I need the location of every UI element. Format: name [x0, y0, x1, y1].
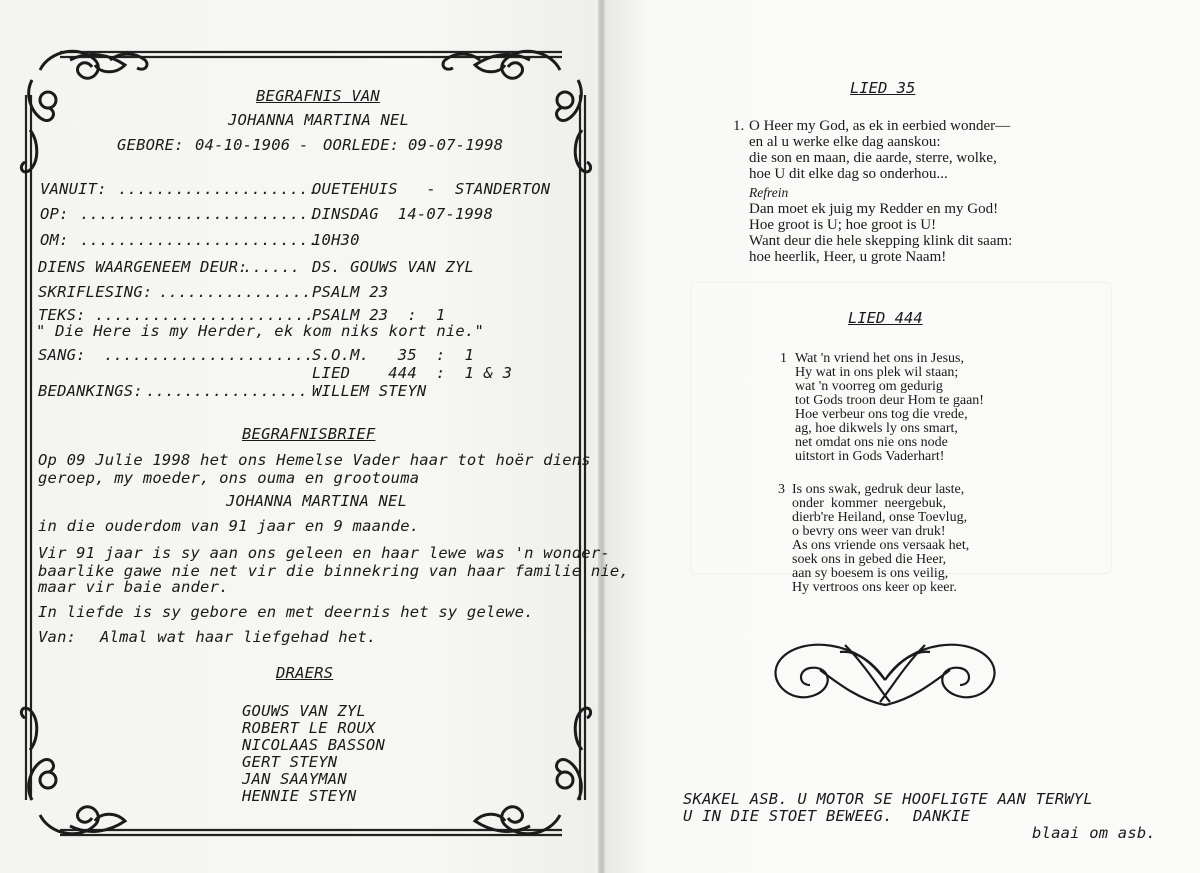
born-label: GEBORE: [117, 136, 184, 154]
detail-label: SANG: [38, 346, 86, 364]
verse-number: 1. [733, 118, 745, 134]
verse-number: 1 [780, 351, 787, 366]
hymn-line: O Heer my God, as ek in eerbied wonder— [749, 118, 1011, 134]
van-text: Almal wat haar liefgehad het. [100, 628, 377, 646]
hymn-line: As ons vriende ons versaak het, [792, 538, 970, 553]
died-date: 09-07-1998 [408, 136, 504, 154]
turn-over-text: blaai om asb. [1032, 824, 1156, 842]
hymn-line: Is ons swak, gedruk deur laste, [792, 482, 965, 497]
detail-label: BEDANKINGS: [38, 382, 143, 400]
detail-value: LIED 444 : 1 & 3 [312, 364, 513, 382]
letter-line: geroep, my moeder, ons ouma en grootouma [38, 469, 420, 487]
hymn-line: tot Gods troon deur Hom te gaan! [795, 393, 984, 408]
headlights-notice-line-2: U IN DIE STOET BEWEEG. [683, 807, 893, 825]
hymn-line: ag, hoe dikwels ly ons smart, [795, 421, 958, 436]
refrain-line: Hoe groot is U; hoe groot is U! [749, 217, 937, 233]
detail-dots: ....................... [95, 306, 315, 324]
letter-name: JOHANNA MARTINA NEL [226, 492, 408, 510]
pallbearer-name: JAN SAAYMAN [242, 770, 347, 788]
hymn-line: uitstort in Gods Vaderhart! [795, 449, 945, 464]
detail-value: DS. GOUWS VAN ZYL [312, 258, 475, 276]
died-label: OORLEDE: [323, 136, 400, 154]
detail-dots: ..................... [118, 180, 319, 198]
detail-value: S.O.M. 35 : 1 [312, 346, 475, 364]
detail-value: PSALM 23 [312, 283, 389, 301]
pallbearer-name: HENNIE STEYN [242, 787, 357, 805]
detail-label: OM: [40, 231, 69, 249]
pallbearer-name: ROBERT LE ROUX [242, 719, 376, 737]
funeral-title: BEGRAFNIS VAN [256, 87, 380, 105]
hymn-line: hoe U dit elke dag so onderhou... [749, 166, 948, 182]
pallbearers-heading: DRAERS [276, 664, 334, 682]
corner-ornament-bottom-right [475, 708, 591, 834]
born-date: 04-10-1906 [195, 136, 291, 154]
refrain-line: Want deur die hele skepping klink dit saam: [749, 233, 1013, 249]
letter-line: In liefde is sy gebore en met deernis het sy gelewe. [38, 603, 534, 621]
detail-dots: ................ [159, 283, 312, 301]
detail-label: TEKS: [38, 306, 86, 324]
detail-dots: ...... [243, 258, 301, 276]
detail-value: 10H30 [312, 231, 360, 249]
deceased-name: JOHANNA MARTINA NEL [228, 111, 410, 129]
pallbearer-name: NICOLAAS BASSON [242, 736, 385, 754]
hymn-line: net omdat ons nie ons node [795, 435, 948, 450]
detail-label: DIENS WAARGENEEM DEUR: [38, 258, 248, 276]
hymn-line: Hy vertroos ons keer op keer. [792, 580, 957, 595]
detail-dots: ......................... [80, 231, 319, 249]
detail-dots: ...................... [104, 346, 314, 364]
letter-line: maar vir baie ander. [38, 578, 229, 596]
scripture-quote: " Die Here is my Herder, ek kom niks kort nie." [36, 322, 484, 340]
refrain-line: hoe heerlik, Heer, u grote Naam! [749, 249, 947, 265]
detail-label: VANUIT: [40, 180, 107, 198]
hymn-line: Hy wat in ons plek wil staan; [795, 365, 959, 380]
hymn-line: die son en maan, die aarde, sterre, wolke, [749, 150, 997, 166]
detail-label: SKRIFLESING: [38, 283, 153, 301]
headlights-notice-line-1: SKAKEL ASB. U MOTOR SE HOOFLIGTE AAN TERWYL [683, 790, 1093, 808]
corner-ornament-bottom-left [21, 708, 125, 834]
pallbearer-name: GOUWS VAN ZYL [242, 702, 366, 720]
detail-label: OP: [40, 205, 69, 223]
hymn-line: Wat 'n vriend het ons in Jesus, [795, 351, 964, 366]
van-label: Van: [38, 628, 77, 646]
hymn-line: onder kommer neergebuk, [792, 496, 947, 511]
detail-value: OUETEHUIS - STANDERTON [312, 180, 551, 198]
hymn-line: o bevry ons weer van druk! [792, 524, 946, 539]
hymn-line: dierb're Heiland, onse Toevlug, [792, 510, 968, 525]
detail-value: PSALM 23 : 1 [312, 306, 446, 324]
letter-heading: BEGRAFNISBRIEF [242, 425, 376, 443]
letter-line: in die ouderdom van 91 jaar en 9 maande. [38, 517, 420, 535]
verse-number: 3 [778, 482, 785, 497]
thanks-text: DANKIE [913, 807, 971, 825]
pallbearer-name: GERT STEYN [242, 753, 338, 771]
hymn-35-heading: LIED 35 [850, 79, 916, 97]
hymn-line: wat 'n voorreg om gedurig [795, 379, 943, 394]
hymn-line: aan sy boesem is ons veilig, [792, 566, 949, 581]
letter-line: Op 09 Julie 1998 het ons Hemelse Vader haar tot hoër diens [38, 451, 591, 469]
hymn-line: Hoe verbeur ons tog die vrede, [795, 407, 968, 422]
hymn-line: en al u werke elke dag aanskou: [749, 134, 941, 150]
hymn-line: soek ons in gebed die Heer, [792, 552, 947, 567]
letter-line: baarlike gawe nie net vir die binnekring van haar familie nie, [38, 562, 629, 580]
detail-dots: ................. [146, 382, 309, 400]
refrain-line: Dan moet ek juig my Redder en my God! [749, 201, 999, 217]
detail-value: DINSDAG 14-07-1998 [312, 205, 494, 223]
detail-value: WILLEM STEYN [312, 382, 427, 400]
flourish-ornament [760, 630, 1010, 720]
refrain-label: Refrein [749, 185, 789, 200]
letter-line: Vir 91 jaar is sy aan ons geleen en haar lewe was 'n wonder- [38, 544, 610, 562]
detail-dots: ......................... [80, 205, 319, 223]
dates-dash: - [299, 136, 309, 154]
hymn-444-heading: LIED 444 [848, 309, 923, 327]
